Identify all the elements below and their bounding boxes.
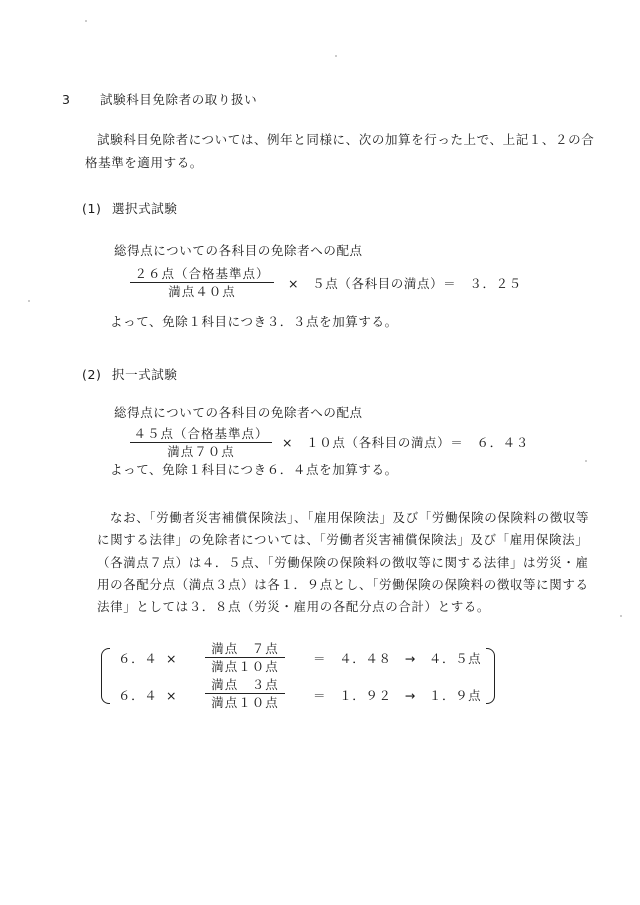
calc-row-1-numerator: 満点 ７点 — [211, 641, 279, 656]
note-line-4: 用の各配分点（満点３点）は各１．９点とし、「労働保険の保険料の徴収等に関する — [97, 577, 589, 592]
section-title: 試験科目免除者の取り扱い — [100, 92, 258, 107]
sub1-denominator: 満点４０点 — [168, 284, 236, 299]
sub2-denominator: 満点７０点 — [167, 444, 235, 459]
calc-row-2-base: ６．４ — [118, 688, 158, 703]
sub1-heading: 総得点についての各科目の免除者への配点 — [114, 243, 363, 258]
calc-row-2-result: ＝ １．９２ → １．９点 — [313, 688, 482, 703]
note-line-2: に関する法律」の免除者については、「労働者災害補償保険法」及び「雇用保険法」 — [97, 532, 589, 547]
calc-row-2-numerator: 満点 ３点 — [211, 677, 279, 692]
calc-row-2-denominator: 満点１０点 — [211, 695, 279, 710]
sub2-multiplier: × １０点（各科目の満点）＝ ６．４３ — [282, 435, 529, 450]
calc-row-1-base: ６．４ — [118, 651, 158, 666]
fraction-bar — [130, 282, 274, 283]
fraction-bar — [205, 693, 285, 694]
sub1-title: 選択式試験 — [112, 201, 178, 216]
note-line-1: なお、「労働者災害補償保険法」、「雇用保険法」及び「労働保険の保険料の徴収等 — [110, 510, 590, 525]
section-number: 3 — [62, 92, 71, 107]
sub1-label: (1) — [82, 201, 102, 216]
intro-line-1: 試験科目免除者については、例年と同様に、次の加算を行った上で、上記１、２の合 — [97, 132, 595, 147]
scan-speck — [620, 615, 622, 617]
right-bracket — [486, 648, 495, 704]
sub2-numerator: ４５点（合格基準点） — [133, 426, 269, 441]
sub2-conclusion: よって、免除１科目につき６．４点を加算する。 — [110, 462, 398, 477]
calc-row-2-fraction — [205, 677, 285, 710]
calc-row-1-result: ＝ ４．４８ → ４．５点 — [313, 651, 482, 666]
calc-row-1-times: × — [166, 651, 178, 666]
scan-speck — [585, 460, 587, 462]
note-line-3: （各満点７点）は４．５点、「労働保険の保険料の徴収等に関する法律」は労災・雇 — [97, 555, 589, 570]
sub1-numerator: ２６点（合格基準点） — [134, 266, 270, 281]
sub2-heading: 総得点についての各科目の免除者への配点 — [114, 405, 363, 420]
sub2-fraction — [130, 426, 272, 459]
scan-speck — [335, 55, 337, 57]
sub1-multiplier: × ５点（各科目の満点）＝ ３．２５ — [288, 276, 522, 291]
calc-row-2-times: × — [166, 688, 178, 703]
sub2-label: (2) — [82, 367, 102, 382]
sub1-fraction — [130, 266, 274, 299]
left-bracket — [101, 648, 110, 704]
scan-speck — [28, 300, 30, 302]
fraction-bar — [130, 442, 272, 443]
fraction-bar — [205, 657, 285, 658]
note-line-5: 法律」としては３．８点（労災・雇用の各配分点の合計）とする。 — [97, 599, 491, 614]
calc-row-1-denominator: 満点１０点 — [211, 659, 279, 674]
sub1-conclusion: よって、免除１科目につき３．３点を加算する。 — [110, 314, 398, 329]
sub2-title: 択一式試験 — [112, 367, 178, 382]
calc-row-1-fraction — [205, 641, 285, 674]
scan-speck — [85, 20, 87, 22]
intro-line-2: 格基準を適用する。 — [85, 155, 203, 170]
